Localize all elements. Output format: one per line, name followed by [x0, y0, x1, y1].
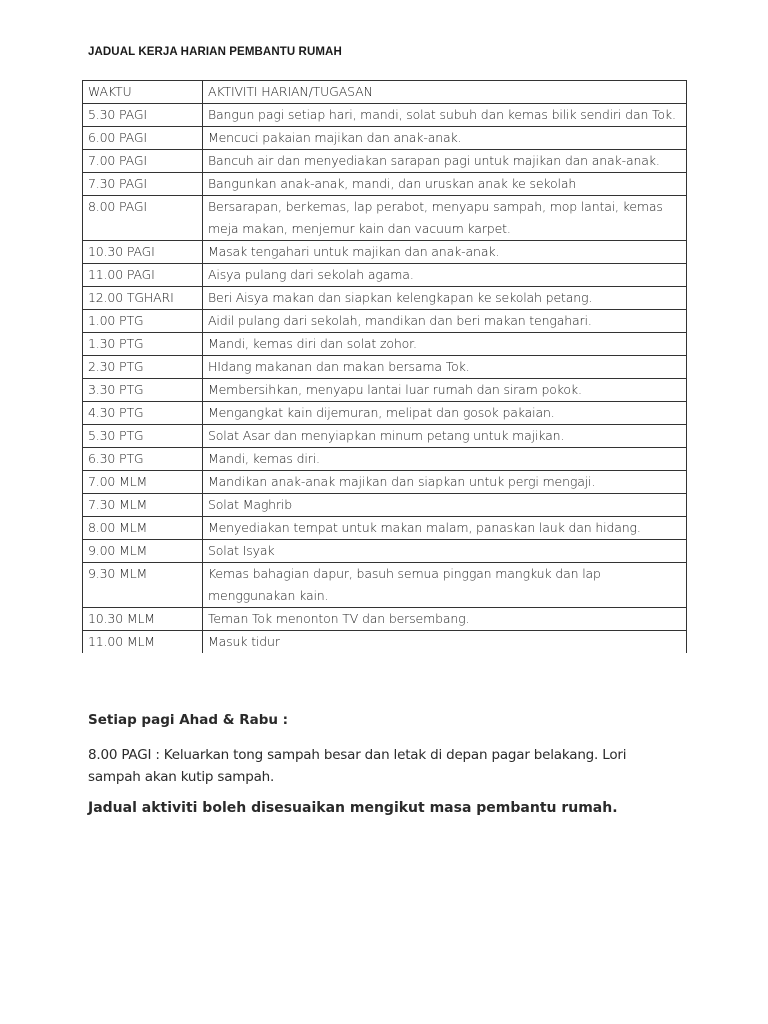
time-cell: 7.00 PAGI [83, 150, 203, 173]
time-cell: 9.30 MLM [83, 563, 203, 608]
time-cell: 2.30 PTG [83, 356, 203, 379]
activity-cell: Mencuci pakaian majikan dan anak-anak. [203, 127, 687, 150]
time-cell: 7.30 MLM [83, 494, 203, 517]
activity-cell: Mengangkat kain dijemuran, melipat dan gosok pakaian. [203, 402, 687, 425]
schedule-table [82, 80, 687, 653]
activity-cell: Mandikan anak-anak majikan dan siapkan untuk pergi mengaji. [203, 471, 687, 494]
table-row [83, 425, 687, 448]
activity-cell: Aidil pulang dari sekolah, mandikan dan beri makan tengahari. [203, 310, 687, 333]
weekly-note-text: 8.00 PAGI : Keluarkan tong sampah besar dan letak di depan pagar belakang. Lori sampah akan kutip sampah. [88, 747, 627, 785]
activity-cell: Masak tengahari untuk majikan dan anak-anak. [203, 241, 687, 264]
table-row [83, 517, 687, 540]
time-cell: 8.00 PAGI [83, 196, 203, 241]
time-cell: 11.00 PAGI [83, 264, 203, 287]
table-row [83, 448, 687, 471]
column-header-time: WAKTU [83, 81, 203, 104]
time-cell: 12.00 TGHARI [83, 287, 203, 310]
time-cell: 8.00 MLM [83, 517, 203, 540]
table-row [83, 196, 687, 241]
activity-cell: Bersarapan, berkemas, lap perabot, menyapu sampah, mop lantai, kemas meja makan, menjemur kain dan vacuum karpet. [203, 196, 687, 241]
activity-cell: Bangunkan anak-anak, mandi, dan uruskan anak ke sekolah [203, 173, 687, 196]
activity-cell: Aisya pulang dari sekolah agama. [203, 264, 687, 287]
time-cell: 5.30 PAGI [83, 104, 203, 127]
table-row [83, 356, 687, 379]
table-row [83, 471, 687, 494]
activity-cell: Beri Aisya makan dan siapkan kelengkapan ke sekolah petang. [203, 287, 687, 310]
activity-cell: Bancuh air dan menyediakan sarapan pagi untuk majikan dan anak-anak. [203, 150, 687, 173]
table-row [83, 241, 687, 264]
table-row [83, 127, 687, 150]
table-row [83, 104, 687, 127]
time-cell: 6.00 PAGI [83, 127, 203, 150]
activity-cell: Membersihkan, menyapu lantai luar rumah dan siram pokok. [203, 379, 687, 402]
time-cell: 3.30 PTG [83, 379, 203, 402]
table-row [83, 402, 687, 425]
time-cell: 6.30 PTG [83, 448, 203, 471]
time-cell: 5.30 PTG [83, 425, 203, 448]
table-row [83, 333, 687, 356]
table-row [83, 264, 687, 287]
table-row [83, 540, 687, 563]
time-cell: 4.30 PTG [83, 402, 203, 425]
table-row [83, 494, 687, 517]
column-header-activity: AKTIVITI HARIAN/TUGASAN [203, 81, 687, 104]
activity-cell: Masuk tidur [203, 631, 687, 654]
activity-cell: Menyediakan tempat untuk makan malam, panaskan lauk dan hidang. [203, 517, 687, 540]
table-row [83, 608, 687, 631]
activity-cell: Mandi, kemas diri. [203, 448, 687, 471]
time-cell: 7.00 MLM [83, 471, 203, 494]
activity-cell: Bangun pagi setiap hari, mandi, solat subuh dan kemas bilik sendiri dan Tok. [203, 104, 687, 127]
activity-cell: Teman Tok menonton TV dan bersembang. [203, 608, 687, 631]
activity-cell: Solat Asar dan menyiapkan minum petang untuk majikan. [203, 425, 687, 448]
table-row [83, 150, 687, 173]
time-cell: 10.30 MLM [83, 608, 203, 631]
time-cell: 1.00 PTG [83, 310, 203, 333]
table-row [83, 310, 687, 333]
time-cell: 9.00 MLM [83, 540, 203, 563]
activity-cell: Solat Isyak [203, 540, 687, 563]
time-cell: 10.30 PAGI [83, 241, 203, 264]
table-row [83, 379, 687, 402]
time-cell: 7.30 PAGI [83, 173, 203, 196]
footer-note: Jadual aktiviti boleh disesuaikan mengikut masa pembantu rumah. [88, 800, 618, 816]
table-row [83, 287, 687, 310]
document-title: JADUAL KERJA HARIAN PEMBANTU RUMAH [88, 46, 342, 58]
weekly-note-heading: Setiap pagi Ahad & Rabu : [88, 712, 289, 728]
table-header-row [83, 81, 687, 104]
activity-cell: HIdang makanan dan makan bersama Tok. [203, 356, 687, 379]
table-row [83, 173, 687, 196]
table-row [83, 631, 687, 654]
activity-cell: Solat Maghrib [203, 494, 687, 517]
time-cell: 11.00 MLM [83, 631, 203, 654]
time-cell: 1.30 PTG [83, 333, 203, 356]
activity-cell: Mandi, kemas diri dan solat zohor. [203, 333, 687, 356]
table-row [83, 563, 687, 608]
activity-cell: Kemas bahagian dapur, basuh semua pinggan mangkuk dan lap menggunakan kain. [203, 563, 687, 608]
